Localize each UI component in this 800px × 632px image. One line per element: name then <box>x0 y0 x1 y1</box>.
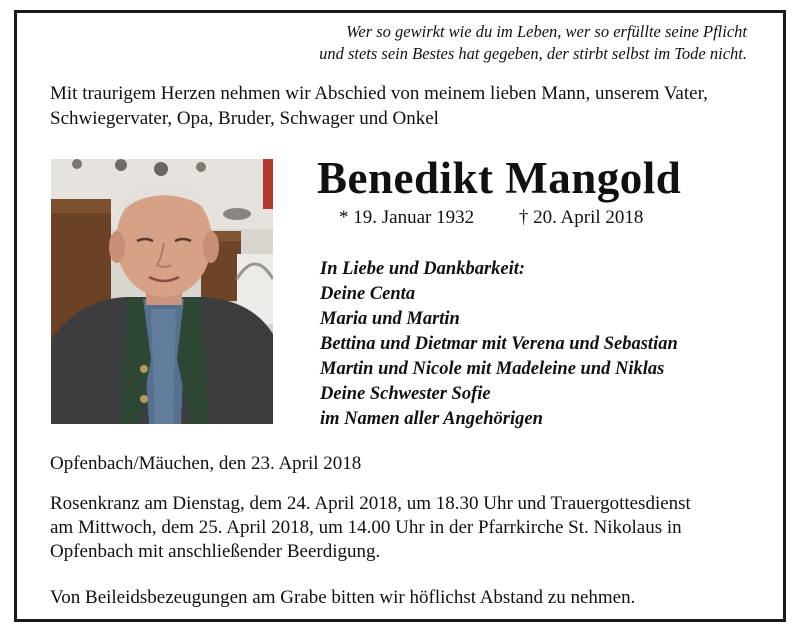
mourner-line: Bettina und Dietmar mit Verena und Sebastian <box>320 334 678 354</box>
death-date: † 20. April 2018 <box>518 207 644 228</box>
mourners-heading: In Liebe und Dankbarkeit: <box>320 259 526 279</box>
intro-text: Mit traurigem Herzen nehmen wir Abschied von meinem lieben Mann, unserem Vater, Schwiegervater, Opa, Bruder, Schwager und Onkel <box>50 83 708 129</box>
service-line: am Mittwoch, dem 25. April 2018, um 14.00 Uhr in der Pfarrkirche St. Nikolaus in <box>50 517 682 538</box>
mourner-line: im Namen aller Angehörigen <box>320 409 543 429</box>
portrait-photo <box>51 159 273 424</box>
verse-line-2: und stets sein Bestes hat gegeben, der stirbt selbst im Tode nicht. <box>319 44 747 63</box>
obituary-notice <box>14 10 786 622</box>
mourners-list <box>320 257 678 432</box>
closing-note: Von Beileidsbezeugungen am Grabe bitten wir höflichst Abstand zu nehmen. <box>50 587 636 608</box>
place-and-date: Opfenbach/Mäuchen, den 23. April 2018 <box>50 453 362 474</box>
mourner-line: Deine Centa <box>320 284 416 304</box>
deceased-name: Benedikt Mangold <box>317 153 682 203</box>
verse-line-1: Wer so gewirkt wie du im Leben, wer so erfüllte seine Pflicht <box>346 22 747 41</box>
service-line: Opfenbach mit anschließender Beerdigung. <box>50 541 381 562</box>
life-dates <box>339 206 643 230</box>
service-line: Rosenkranz am Dienstag, dem 24. April 2018, um 18.30 Uhr und Trauergottesdienst <box>50 493 691 514</box>
mourner-line: Deine Schwester Sofie <box>320 384 491 404</box>
memorial-verse <box>319 21 747 65</box>
service-details <box>50 492 780 564</box>
birth-date: * 19. Januar 1932 <box>339 207 475 228</box>
mourner-line: Martin und Nicole mit Madeleine und Niklas <box>320 359 665 379</box>
mourner-line: Maria und Martin <box>320 309 460 329</box>
